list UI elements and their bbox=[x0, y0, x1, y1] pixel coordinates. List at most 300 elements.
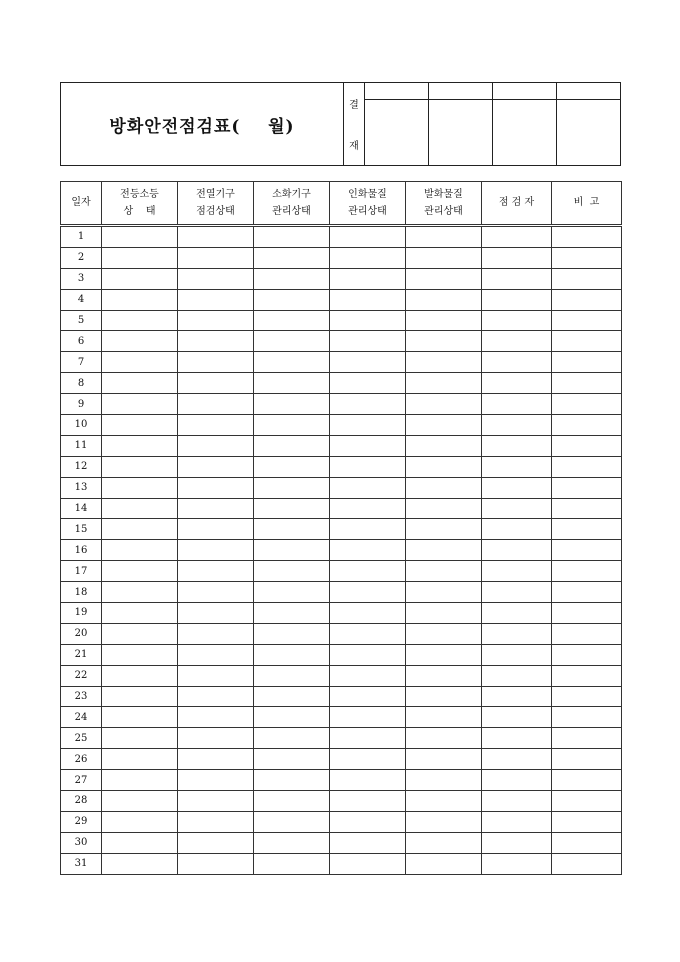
entry-cell[interactable] bbox=[482, 811, 552, 832]
approver-title-cell[interactable] bbox=[429, 83, 493, 100]
signature-cell[interactable] bbox=[429, 100, 493, 165]
entry-cell[interactable] bbox=[254, 519, 330, 540]
table-row bbox=[61, 811, 622, 832]
form-title: 방화안전점검표( 월) bbox=[109, 116, 295, 137]
table-row bbox=[61, 540, 622, 561]
table-row bbox=[61, 603, 622, 624]
table-row bbox=[61, 289, 622, 310]
entry-cell[interactable] bbox=[178, 477, 254, 498]
entry-cell[interactable] bbox=[552, 435, 622, 456]
entry-cell[interactable] bbox=[330, 373, 406, 394]
day-number-cell: 3 bbox=[61, 268, 102, 289]
entry-cell[interactable] bbox=[552, 268, 622, 289]
entry-cell[interactable] bbox=[178, 415, 254, 436]
entry-cell[interactable] bbox=[406, 498, 482, 519]
table-header-row bbox=[61, 182, 622, 226]
entry-cell[interactable] bbox=[552, 623, 622, 644]
day-number-cell: 8 bbox=[61, 373, 102, 394]
entry-cell[interactable] bbox=[406, 749, 482, 770]
entry-cell[interactable] bbox=[102, 728, 178, 749]
entry-cell[interactable] bbox=[254, 352, 330, 373]
entry-cell[interactable] bbox=[178, 268, 254, 289]
entry-cell[interactable] bbox=[552, 289, 622, 310]
signature-cell[interactable] bbox=[493, 100, 557, 165]
entry-cell[interactable] bbox=[406, 791, 482, 812]
entry-cell[interactable] bbox=[552, 749, 622, 770]
entry-cell[interactable] bbox=[330, 791, 406, 812]
entry-cell[interactable] bbox=[482, 435, 552, 456]
entry-cell[interactable] bbox=[254, 644, 330, 665]
entry-cell[interactable] bbox=[102, 373, 178, 394]
column-header-remarks: 비 고 bbox=[552, 182, 622, 226]
day-number-cell: 29 bbox=[61, 811, 102, 832]
table-row bbox=[61, 770, 622, 791]
entry-cell[interactable] bbox=[330, 853, 406, 874]
table-row bbox=[61, 791, 622, 812]
approver-title-cell[interactable] bbox=[365, 83, 429, 100]
entry-cell[interactable] bbox=[406, 394, 482, 415]
signature-cell[interactable] bbox=[365, 100, 429, 165]
day-number-cell: 18 bbox=[61, 582, 102, 603]
entry-cell[interactable] bbox=[102, 791, 178, 812]
entry-cell[interactable] bbox=[552, 394, 622, 415]
entry-cell[interactable] bbox=[552, 791, 622, 812]
entry-cell[interactable] bbox=[406, 770, 482, 791]
day-number-cell: 20 bbox=[61, 623, 102, 644]
entry-cell[interactable] bbox=[178, 603, 254, 624]
entry-cell[interactable] bbox=[406, 582, 482, 603]
entry-cell[interactable] bbox=[102, 540, 178, 561]
entry-cell[interactable] bbox=[102, 352, 178, 373]
entry-cell[interactable] bbox=[552, 561, 622, 582]
table-row bbox=[61, 644, 622, 665]
entry-cell[interactable] bbox=[178, 791, 254, 812]
day-number-cell: 24 bbox=[61, 707, 102, 728]
table-row bbox=[61, 561, 622, 582]
entry-cell[interactable] bbox=[330, 415, 406, 436]
entry-cell[interactable] bbox=[406, 561, 482, 582]
column-header-flammable-status: 인화물질 관리상태 bbox=[330, 182, 406, 226]
entry-cell[interactable] bbox=[178, 853, 254, 874]
entry-cell[interactable] bbox=[406, 707, 482, 728]
entry-cell[interactable] bbox=[330, 665, 406, 686]
inspection-log-table bbox=[60, 181, 622, 875]
entry-cell[interactable] bbox=[482, 561, 552, 582]
entry-cell[interactable] bbox=[330, 247, 406, 268]
entry-cell[interactable] bbox=[102, 749, 178, 770]
entry-cell[interactable] bbox=[406, 226, 482, 248]
day-number-cell: 13 bbox=[61, 477, 102, 498]
entry-cell[interactable] bbox=[178, 644, 254, 665]
day-number-cell: 17 bbox=[61, 561, 102, 582]
entry-cell[interactable] bbox=[178, 456, 254, 477]
table-row bbox=[61, 519, 622, 540]
entry-cell[interactable] bbox=[102, 686, 178, 707]
entry-cell[interactable] bbox=[552, 498, 622, 519]
entry-cell[interactable] bbox=[102, 331, 178, 352]
day-number-cell: 12 bbox=[61, 456, 102, 477]
entry-cell[interactable] bbox=[406, 623, 482, 644]
entry-cell[interactable] bbox=[552, 728, 622, 749]
day-number-cell: 16 bbox=[61, 540, 102, 561]
entry-cell[interactable] bbox=[178, 686, 254, 707]
entry-cell[interactable] bbox=[330, 226, 406, 248]
entry-cell[interactable] bbox=[406, 268, 482, 289]
entry-cell[interactable] bbox=[482, 623, 552, 644]
approver-title-cell[interactable] bbox=[493, 83, 557, 100]
table-row bbox=[61, 665, 622, 686]
table-row bbox=[61, 749, 622, 770]
day-number-cell: 21 bbox=[61, 644, 102, 665]
entry-cell[interactable] bbox=[178, 247, 254, 268]
entry-cell[interactable] bbox=[254, 603, 330, 624]
entry-cell[interactable] bbox=[102, 811, 178, 832]
entry-cell[interactable] bbox=[482, 644, 552, 665]
table-row bbox=[61, 623, 622, 644]
entry-cell[interactable] bbox=[178, 289, 254, 310]
table-row bbox=[61, 394, 622, 415]
table-row bbox=[61, 247, 622, 268]
entry-cell[interactable] bbox=[254, 498, 330, 519]
entry-cell[interactable] bbox=[330, 331, 406, 352]
entry-cell[interactable] bbox=[178, 561, 254, 582]
entry-cell[interactable] bbox=[330, 686, 406, 707]
entry-cell[interactable] bbox=[552, 540, 622, 561]
entry-cell[interactable] bbox=[102, 832, 178, 853]
column-header-extinguisher-status: 소화기구 관리상태 bbox=[254, 182, 330, 226]
column-header-heater-status: 전열기구 점검상태 bbox=[178, 182, 254, 226]
day-number-cell: 26 bbox=[61, 749, 102, 770]
table-row bbox=[61, 352, 622, 373]
entry-cell[interactable] bbox=[330, 811, 406, 832]
entry-cell[interactable] bbox=[330, 477, 406, 498]
entry-cell[interactable] bbox=[178, 582, 254, 603]
entry-cell[interactable] bbox=[102, 582, 178, 603]
column-header-light-status: 전등소등 상 태 bbox=[102, 182, 178, 226]
entry-cell[interactable] bbox=[254, 561, 330, 582]
entry-cell[interactable] bbox=[330, 394, 406, 415]
day-number-cell: 28 bbox=[61, 791, 102, 812]
entry-cell[interactable] bbox=[406, 415, 482, 436]
entry-cell[interactable] bbox=[406, 456, 482, 477]
entry-cell[interactable] bbox=[178, 498, 254, 519]
entry-cell[interactable] bbox=[406, 331, 482, 352]
table-row bbox=[61, 832, 622, 853]
entry-cell[interactable] bbox=[330, 749, 406, 770]
entry-cell[interactable] bbox=[254, 310, 330, 331]
day-number-cell: 22 bbox=[61, 665, 102, 686]
entry-cell[interactable] bbox=[406, 644, 482, 665]
entry-cell[interactable] bbox=[330, 770, 406, 791]
entry-cell[interactable] bbox=[254, 728, 330, 749]
day-number-cell: 2 bbox=[61, 247, 102, 268]
entry-cell[interactable] bbox=[178, 310, 254, 331]
entry-cell[interactable] bbox=[482, 289, 552, 310]
entry-cell[interactable] bbox=[330, 352, 406, 373]
entry-cell[interactable] bbox=[102, 498, 178, 519]
entry-cell[interactable] bbox=[178, 707, 254, 728]
entry-cell[interactable] bbox=[330, 268, 406, 289]
table-row bbox=[61, 477, 622, 498]
entry-cell[interactable] bbox=[552, 644, 622, 665]
entry-cell[interactable] bbox=[102, 644, 178, 665]
entry-cell[interactable] bbox=[102, 435, 178, 456]
entry-cell[interactable] bbox=[330, 456, 406, 477]
entry-cell[interactable] bbox=[254, 770, 330, 791]
entry-cell[interactable] bbox=[178, 811, 254, 832]
entry-cell[interactable] bbox=[178, 226, 254, 248]
entry-cell[interactable] bbox=[552, 853, 622, 874]
entry-cell[interactable] bbox=[330, 289, 406, 310]
entry-cell[interactable] bbox=[102, 770, 178, 791]
entry-cell[interactable] bbox=[482, 749, 552, 770]
entry-cell[interactable] bbox=[552, 456, 622, 477]
entry-cell[interactable] bbox=[552, 707, 622, 728]
entry-cell[interactable] bbox=[254, 749, 330, 770]
entry-cell[interactable] bbox=[102, 603, 178, 624]
table-row bbox=[61, 268, 622, 289]
entry-cell[interactable] bbox=[102, 853, 178, 874]
entry-cell[interactable] bbox=[482, 728, 552, 749]
entry-cell[interactable] bbox=[330, 623, 406, 644]
entry-cell[interactable] bbox=[406, 665, 482, 686]
entry-cell[interactable] bbox=[406, 247, 482, 268]
entry-cell[interactable] bbox=[254, 540, 330, 561]
entry-cell[interactable] bbox=[482, 477, 552, 498]
entry-cell[interactable] bbox=[178, 749, 254, 770]
table-row bbox=[61, 686, 622, 707]
table-row bbox=[61, 331, 622, 352]
entry-cell[interactable] bbox=[102, 665, 178, 686]
entry-cell[interactable] bbox=[254, 247, 330, 268]
entry-cell[interactable] bbox=[254, 415, 330, 436]
entry-cell[interactable] bbox=[254, 853, 330, 874]
entry-cell[interactable] bbox=[102, 707, 178, 728]
table-row bbox=[61, 853, 622, 874]
entry-cell[interactable] bbox=[254, 686, 330, 707]
entry-cell[interactable] bbox=[178, 770, 254, 791]
entry-cell[interactable] bbox=[254, 623, 330, 644]
day-number-cell: 4 bbox=[61, 289, 102, 310]
entry-cell[interactable] bbox=[102, 394, 178, 415]
entry-cell[interactable] bbox=[482, 540, 552, 561]
entry-cell[interactable] bbox=[552, 686, 622, 707]
entry-cell[interactable] bbox=[102, 519, 178, 540]
entry-cell[interactable] bbox=[482, 770, 552, 791]
entry-cell[interactable] bbox=[552, 603, 622, 624]
entry-cell[interactable] bbox=[552, 665, 622, 686]
entry-cell[interactable] bbox=[178, 435, 254, 456]
entry-cell[interactable] bbox=[254, 435, 330, 456]
entry-cell[interactable] bbox=[254, 665, 330, 686]
entry-cell[interactable] bbox=[330, 644, 406, 665]
entry-cell[interactable] bbox=[254, 791, 330, 812]
entry-cell[interactable] bbox=[254, 331, 330, 352]
entry-cell[interactable] bbox=[330, 310, 406, 331]
entry-cell[interactable] bbox=[482, 415, 552, 436]
day-number-cell: 14 bbox=[61, 498, 102, 519]
entry-cell[interactable] bbox=[552, 519, 622, 540]
entry-cell[interactable] bbox=[482, 707, 552, 728]
entry-cell[interactable] bbox=[254, 373, 330, 394]
entry-cell[interactable] bbox=[102, 289, 178, 310]
entry-cell[interactable] bbox=[254, 477, 330, 498]
entry-cell[interactable] bbox=[552, 310, 622, 331]
entry-cell[interactable] bbox=[254, 707, 330, 728]
entry-cell[interactable] bbox=[482, 519, 552, 540]
table-row bbox=[61, 728, 622, 749]
day-number-cell: 31 bbox=[61, 853, 102, 874]
entry-cell[interactable] bbox=[254, 582, 330, 603]
entry-cell[interactable] bbox=[330, 582, 406, 603]
entry-cell[interactable] bbox=[482, 373, 552, 394]
entry-cell[interactable] bbox=[406, 686, 482, 707]
day-number-cell: 11 bbox=[61, 435, 102, 456]
entry-cell[interactable] bbox=[178, 352, 254, 373]
table-row bbox=[61, 498, 622, 519]
entry-cell[interactable] bbox=[178, 623, 254, 644]
entry-cell[interactable] bbox=[552, 226, 622, 248]
column-header-date: 일자 bbox=[61, 182, 102, 226]
entry-cell[interactable] bbox=[406, 477, 482, 498]
approver-title-cell[interactable] bbox=[557, 83, 620, 100]
entry-cell[interactable] bbox=[102, 310, 178, 331]
entry-cell[interactable] bbox=[482, 686, 552, 707]
entry-cell[interactable] bbox=[102, 247, 178, 268]
entry-cell[interactable] bbox=[330, 435, 406, 456]
day-number-cell: 9 bbox=[61, 394, 102, 415]
column-header-inspector: 점 검 자 bbox=[482, 182, 552, 226]
entry-cell[interactable] bbox=[552, 331, 622, 352]
entry-cell[interactable] bbox=[482, 582, 552, 603]
entry-cell[interactable] bbox=[330, 561, 406, 582]
entry-cell[interactable] bbox=[330, 540, 406, 561]
entry-cell[interactable] bbox=[482, 268, 552, 289]
entry-cell[interactable] bbox=[406, 603, 482, 624]
approval-label-bottom: 재 bbox=[349, 141, 359, 152]
entry-cell[interactable] bbox=[406, 728, 482, 749]
column-header-ignition-status: 발화물질 관리상태 bbox=[406, 182, 482, 226]
day-number-cell: 27 bbox=[61, 770, 102, 791]
entry-cell[interactable] bbox=[406, 310, 482, 331]
entry-cell[interactable] bbox=[406, 289, 482, 310]
day-number-cell: 5 bbox=[61, 310, 102, 331]
entry-cell[interactable] bbox=[178, 394, 254, 415]
entry-cell[interactable] bbox=[406, 352, 482, 373]
entry-cell[interactable] bbox=[330, 603, 406, 624]
entry-cell[interactable] bbox=[406, 519, 482, 540]
entry-cell[interactable] bbox=[482, 247, 552, 268]
entry-cell[interactable] bbox=[482, 498, 552, 519]
entry-cell[interactable] bbox=[102, 561, 178, 582]
day-number-cell: 6 bbox=[61, 331, 102, 352]
table-row bbox=[61, 456, 622, 477]
entry-cell[interactable] bbox=[330, 519, 406, 540]
entry-cell[interactable] bbox=[482, 352, 552, 373]
entry-cell[interactable] bbox=[552, 832, 622, 853]
approval-label bbox=[343, 83, 364, 165]
entry-cell[interactable] bbox=[482, 603, 552, 624]
entry-cell[interactable] bbox=[482, 832, 552, 853]
entry-cell[interactable] bbox=[482, 791, 552, 812]
day-number-cell: 15 bbox=[61, 519, 102, 540]
entry-cell[interactable] bbox=[178, 665, 254, 686]
entry-cell[interactable] bbox=[254, 456, 330, 477]
entry-cell[interactable] bbox=[552, 373, 622, 394]
entry-cell[interactable] bbox=[178, 373, 254, 394]
entry-cell[interactable] bbox=[482, 853, 552, 874]
entry-cell[interactable] bbox=[482, 331, 552, 352]
entry-cell[interactable] bbox=[330, 707, 406, 728]
entry-cell[interactable] bbox=[552, 770, 622, 791]
day-number-cell: 25 bbox=[61, 728, 102, 749]
table-row bbox=[61, 435, 622, 456]
entry-cell[interactable] bbox=[102, 477, 178, 498]
entry-cell[interactable] bbox=[330, 728, 406, 749]
entry-cell[interactable] bbox=[552, 352, 622, 373]
entry-cell[interactable] bbox=[406, 540, 482, 561]
entry-cell[interactable] bbox=[482, 665, 552, 686]
entry-cell[interactable] bbox=[406, 832, 482, 853]
table-row bbox=[61, 415, 622, 436]
table-row bbox=[61, 226, 622, 248]
entry-cell[interactable] bbox=[552, 477, 622, 498]
entry-cell[interactable] bbox=[102, 415, 178, 436]
entry-cell[interactable] bbox=[102, 226, 178, 248]
entry-cell[interactable] bbox=[254, 394, 330, 415]
day-number-cell: 1 bbox=[61, 226, 102, 248]
entry-cell[interactable] bbox=[406, 811, 482, 832]
entry-cell[interactable] bbox=[178, 832, 254, 853]
entry-cell[interactable] bbox=[254, 226, 330, 248]
entry-cell[interactable] bbox=[254, 832, 330, 853]
table-row bbox=[61, 707, 622, 728]
entry-cell[interactable] bbox=[254, 289, 330, 310]
entry-cell[interactable] bbox=[406, 853, 482, 874]
entry-cell[interactable] bbox=[406, 435, 482, 456]
signature-cell[interactable] bbox=[557, 100, 620, 165]
entry-cell[interactable] bbox=[330, 498, 406, 519]
table-row bbox=[61, 310, 622, 331]
entry-cell[interactable] bbox=[102, 268, 178, 289]
entry-cell[interactable] bbox=[102, 623, 178, 644]
day-number-cell: 23 bbox=[61, 686, 102, 707]
table-row bbox=[61, 373, 622, 394]
table-row bbox=[61, 582, 622, 603]
entry-cell[interactable] bbox=[552, 811, 622, 832]
entry-cell[interactable] bbox=[178, 331, 254, 352]
entry-cell[interactable] bbox=[178, 728, 254, 749]
entry-cell[interactable] bbox=[178, 540, 254, 561]
entry-cell[interactable] bbox=[482, 394, 552, 415]
entry-cell[interactable] bbox=[552, 415, 622, 436]
entry-cell[interactable] bbox=[482, 310, 552, 331]
day-number-cell: 30 bbox=[61, 832, 102, 853]
entry-cell[interactable] bbox=[406, 373, 482, 394]
entry-cell[interactable] bbox=[254, 268, 330, 289]
entry-cell[interactable] bbox=[552, 247, 622, 268]
entry-cell[interactable] bbox=[254, 811, 330, 832]
entry-cell[interactable] bbox=[482, 226, 552, 248]
approval-label-top: 결 bbox=[349, 100, 359, 111]
entry-cell[interactable] bbox=[552, 582, 622, 603]
header-box bbox=[60, 82, 621, 166]
entry-cell[interactable] bbox=[482, 456, 552, 477]
entry-cell[interactable] bbox=[178, 519, 254, 540]
entry-cell[interactable] bbox=[330, 832, 406, 853]
day-number-cell: 10 bbox=[61, 415, 102, 436]
entry-cell[interactable] bbox=[102, 456, 178, 477]
